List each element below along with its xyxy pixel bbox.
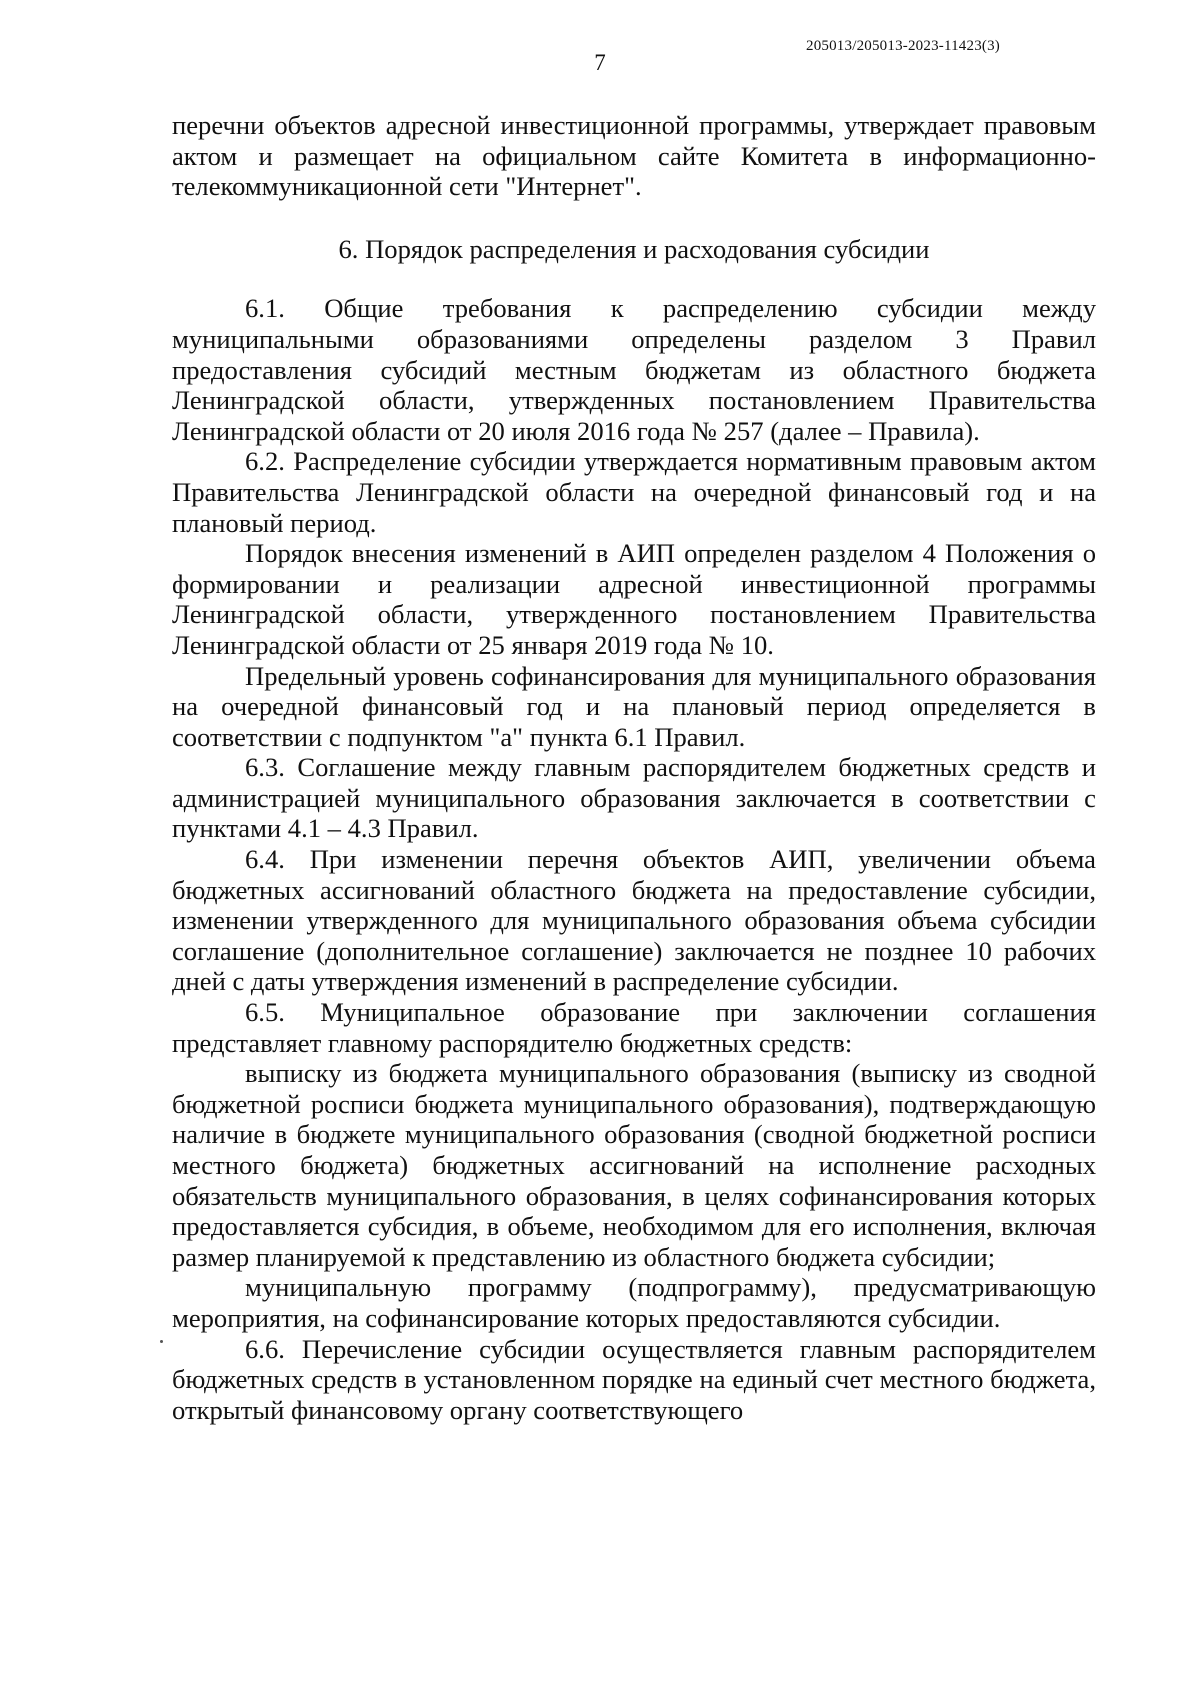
- paragraph-6-5: 6.5. Муниципальное образование при заключении соглашения представляет главному распорядителю бюджетных средств:: [172, 997, 1096, 1058]
- page-number: 7: [594, 50, 606, 75]
- paragraph-6-6: 6.6. Перечисление субсидии осуществляется главным распорядителем бюджетных средств в установленном порядке на единый счет местного бюджета, открытый финансовому органу соответствующего: [172, 1333, 1096, 1425]
- paragraph-6-1: 6.1. Общие требования к распределению субсидии между муниципальными образованиями определены разделом 3 Правил предоставления субсидий местным бюджетам из областного бюджета Ленинградской области, утвержденных постановлением Правительства Ленинградской области от 20 июля 2016 года № 257 (далее – Правила).: [172, 293, 1096, 446]
- document-body: [172, 110, 1096, 1425]
- paragraph-cofinancing-level: Предельный уровень софинансирования для муниципального образования на очередной финансовый год и на плановый период определяется в соответствии с подпунктом "а" пункта 6.1 Правил.: [172, 660, 1096, 752]
- paragraph-6-3: 6.3. Соглашение между главным распорядителем бюджетных средств и администрацией муниципального образования заключается в соответствии с пунктами 4.1 – 4.3 Правил.: [172, 752, 1096, 844]
- paragraph-aip-order: Порядок внесения изменений в АИП определен разделом 4 Положения о формировании и реализации адресной инвестиционной программы Ленинградской области, утвержденного постановлением Правительства Ленинградской области от 25 января 2019 года № 10.: [172, 538, 1096, 660]
- document-id: 205013/205013-2023-11423(3): [806, 38, 1000, 54]
- paragraph-municipal-program: муниципальную программу (подпрограмму), предусматривающую мероприятия, на софинансирование которых предоставляются субсидии.: [172, 1272, 1096, 1333]
- paragraph-6-4: 6.4. При изменении перечня объектов АИП, увеличении объема бюджетных ассигнований областного бюджета на предоставление субсидии, изменении утвержденного для муниципального образования объема субсидии соглашение (дополнительное соглашение) заключается не позднее 10 рабочих дней с даты утверждения изменений в распределение субсидии.: [172, 844, 1096, 997]
- paragraph-budget-extract: выписку из бюджета муниципального образования (выписку из сводной бюджетной росписи бюджета муниципального образования), подтверждающую наличие в бюджете муниципального образования (сводной бюджетной росписи местного бюджета) бюджетных ассигнований на исполнение расходных обязательств муниципального образования, в целях софинансирования которых предоставляется субсидия, в объеме, необходимом для его исполнения, включая размер планируемой к представлению из областного бюджета субсидии;: [172, 1058, 1096, 1272]
- section-heading: 6. Порядок распределения и расходования субсидии: [338, 233, 930, 264]
- paragraph-continuation: перечни объектов адресной инвестиционной программы, утверждает правовым актом и размещает на официальном сайте Комитета в информационно-телекоммуникационной сети "Интернет".: [172, 110, 1096, 202]
- paragraph-6-2: 6.2. Распределение субсидии утверждается нормативным правовым актом Правительства Ленинградской области на очередной финансовый год и на плановый период.: [172, 446, 1096, 538]
- scan-speck: [160, 1340, 163, 1343]
